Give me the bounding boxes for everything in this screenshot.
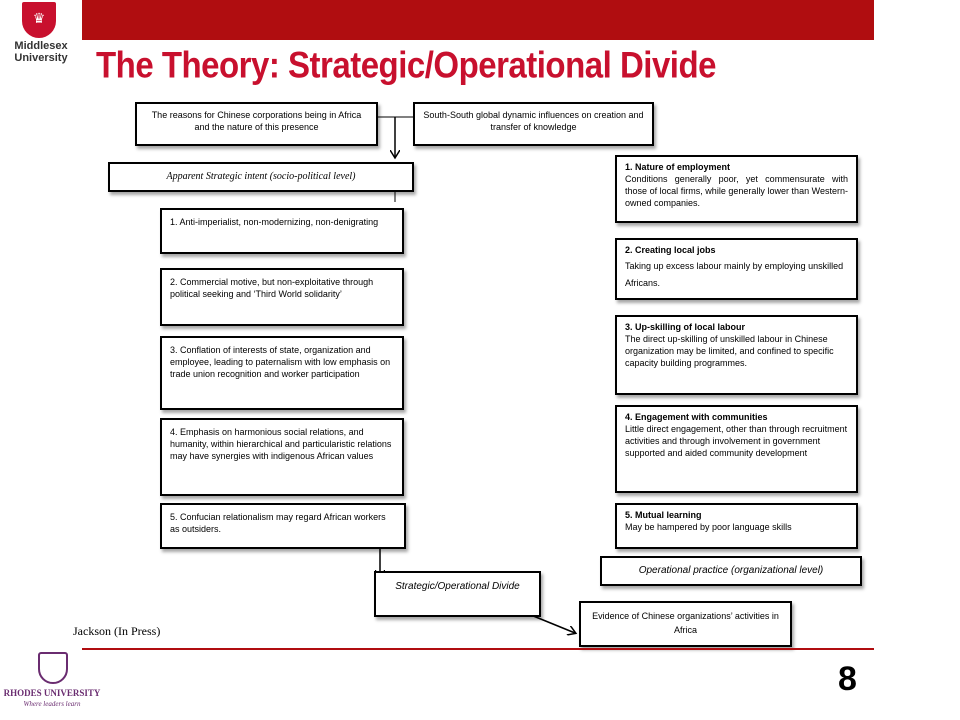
apparent-strategic-intent-box: Apparent Strategic intent (socio-political level) (108, 162, 414, 192)
strategic-item-5: 5. Confucian relationalism may regard African workers as outsiders. (160, 503, 406, 549)
strategic-item-1: 1. Anti-imperialist, non-modernizing, non-denigrating (160, 208, 404, 254)
page-number: 8 (838, 660, 857, 698)
operational-item-3 (615, 315, 858, 395)
operational-item-5 (615, 503, 858, 549)
rhodes-logo-text: RHODES UNIVERSITY (3, 688, 101, 698)
operational-item-2-heading: 2. Creating local jobs (625, 245, 716, 255)
operational-item-4 (615, 405, 858, 493)
strategic-item-2: 2. Commercial motive, but non-exploitative through political seeking and ‘Third World solidarity’ (160, 268, 404, 326)
operational-item-1-text: Conditions generally poor, yet commensurate with those of local firms, while generally lower than Western-owned companies. (625, 174, 848, 208)
middlesex-logo-text: Middlesex University (14, 40, 68, 64)
operational-item-3-heading: 3. Up-skilling of local labour (625, 322, 746, 332)
rhodes-tagline: Where leaders learn (23, 700, 81, 708)
strategic-operational-divide-box: Strategic/Operational Divide (374, 571, 541, 617)
operational-item-4-text: Little direct engagement, other than through recruitment activities and through involvement in government supported and aided community development (625, 424, 848, 458)
slide-title: The Theory: Strategic/Operational Divide (96, 44, 716, 86)
strategic-item-4: 4. Emphasis on harmonious social relations, and humanity, within hierarchical and particularistic relations may have synergies with indigenous African values (160, 418, 404, 496)
reasons-box: The reasons for Chinese corporations being in Africa and the nature of this presence (135, 102, 378, 146)
middlesex-shield-icon: ♛ (22, 2, 56, 38)
south-south-box: South-South global dynamic influences on creation and transfer of knowledge (413, 102, 654, 146)
operational-item-2 (615, 238, 858, 300)
operational-practice-box: Operational practice (organizational level) (600, 556, 862, 586)
operational-item-3-text: The direct up-skilling of unskilled labour in Chinese organization may be limited, and confined to specific capacity building programmes. (625, 334, 834, 368)
rhodes-crest-icon (38, 652, 68, 684)
strategic-item-3: 3. Conflation of interests of state, organization and employee, leading to paternalism with low emphasis on trade union recognition and worker participation (160, 336, 404, 410)
evidence-box: Evidence of Chinese organizations’ activities in Africa (579, 601, 792, 647)
operational-item-5-text: May be hampered by poor language skills (625, 522, 792, 532)
citation: Jackson (In Press) (73, 624, 161, 638)
operational-item-5-heading: 5. Mutual learning (625, 510, 702, 520)
footer-line (82, 648, 874, 650)
operational-item-1-heading: 1. Nature of employment (625, 162, 731, 172)
operational-item-4-heading: 4. Engagement with communities (625, 412, 768, 422)
operational-item-1 (615, 155, 858, 223)
operational-item-2-text: Taking up excess labour mainly by employing unskilled Africans. (625, 261, 844, 288)
